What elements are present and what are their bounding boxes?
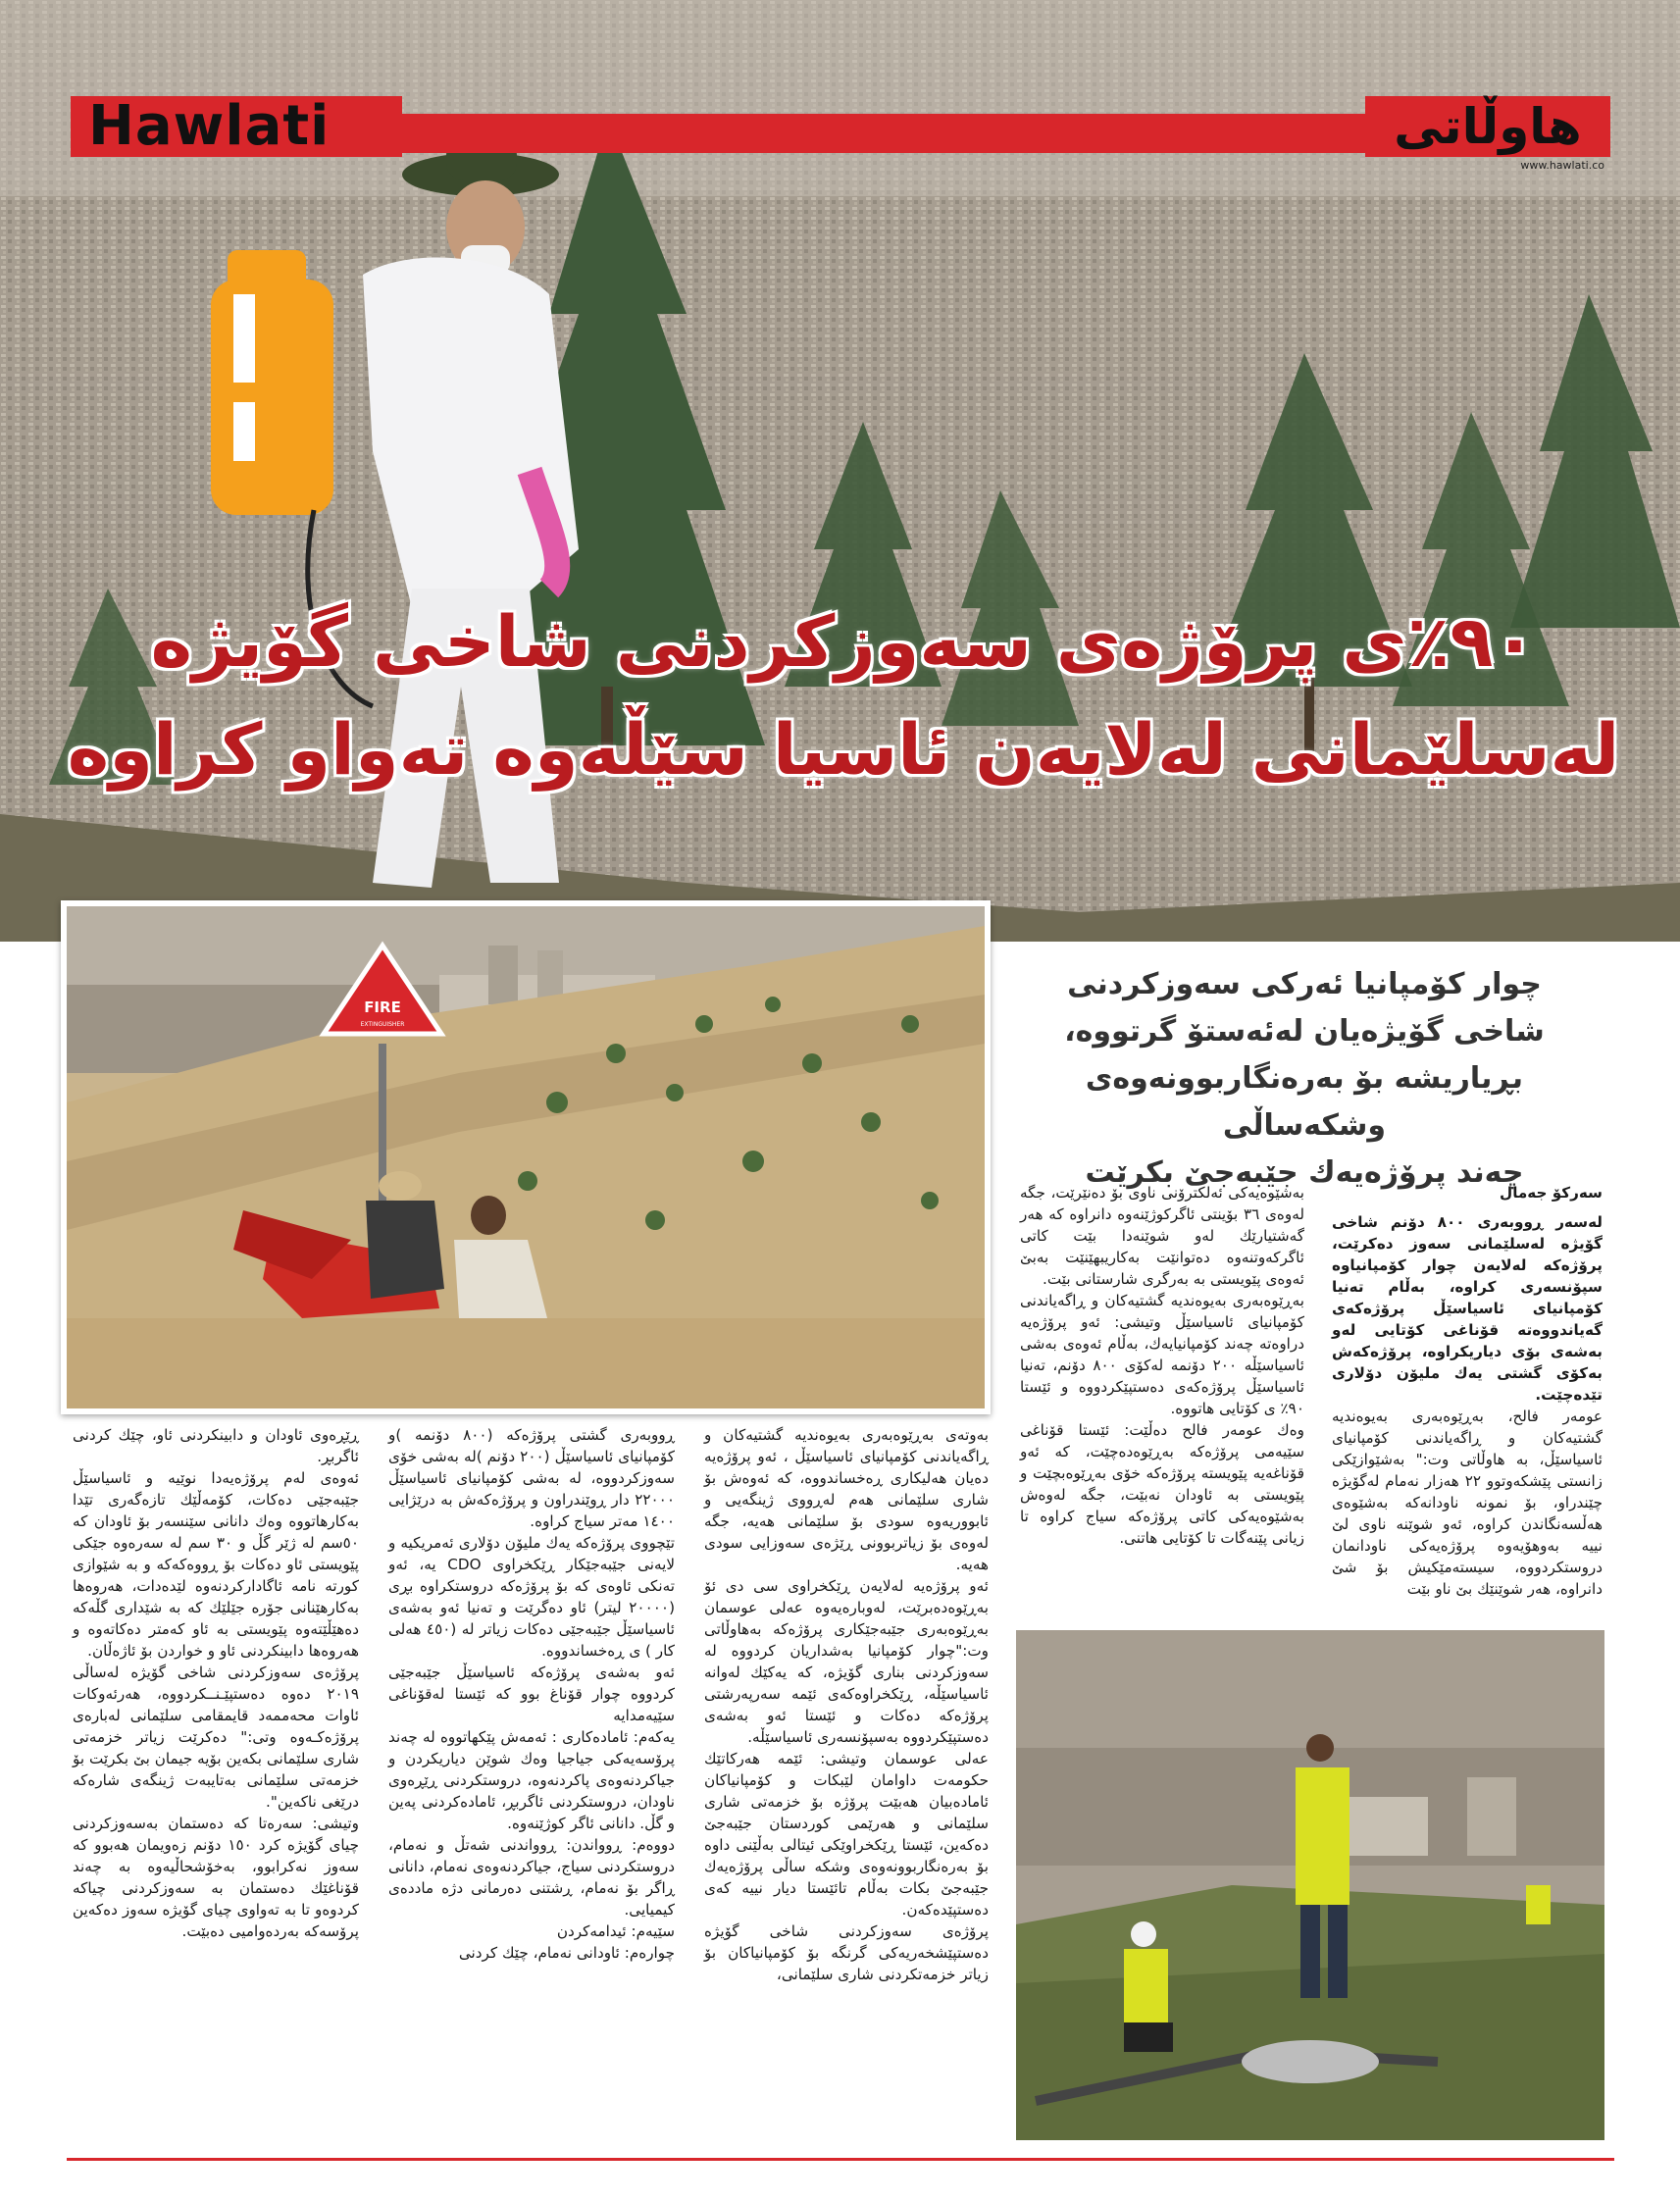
paragraph: عەلی عوسمان وتیشی: ئێمە هەرکاتێك حکومەت داوامان لێبکات و کۆمپانیاکان ئامادەبیان هەبێت پرۆژە بۆ خزمەتی شاری سلێمانی و هەرێمی کوردستان جێبەجێ دەکەین، ئێستا ڕێکخراوێکی ئیتالی بەڵێنی داوە بۆ بەرەنگاربوونەوەی وشکە ساڵی پرۆژەیەك جێبەجێ بکات بەڵام تائێستا دیار نییە کەی دەستپێدەکەن. (704, 1750, 989, 1919)
headline-line-1: ٩٠٪ی پرۆژەی سەوزکردنی شاخی گۆیژە (150, 600, 1537, 683)
sign-fire-text: FIRE (364, 998, 401, 1016)
byline: سەرکۆ جەمال (1500, 1184, 1603, 1202)
masthead-name-ku: هاوڵاتی (1365, 96, 1610, 157)
paragraph: دووەم: ڕوواندن: ڕوواندنی شەتڵ و نەمام، دروستکردنی سیاج، جیاکردنەوەی نەمام، دانانی ڕاگر بۆ نەمام، ڕشتنی دەرمانی دژە ماددەی کیمیایی. (388, 1836, 675, 1919)
masthead-url: www.hawlati.co (1520, 159, 1604, 172)
masthead (71, 94, 1610, 172)
paragraph: چوارەم: ئاودانی نەمام، چێك کردنی (458, 1944, 675, 1962)
paragraph: عومەر فالح، بەڕێوەبەری بەیوەندیە گشتیەکان و ڕاگەیاندنی کۆمپانیای ئاسیاسێڵ، بە هاوڵاتی وت:" بەشێوازێکی زانستی پێشکەوتوو ٢٢ هەزار نەمام لەگۆیژە چێندراو، بۆ نمونە ناودانەکە بەشێوەی هەڵسەنگاندن کراوە، ئەو شوێنە ناوی لێ نییە بەوهۆیەوە پرۆژەیەکی ناودانمان دروستکردووە، سیستەمێکیش بۆ شێ دانراوە، هەر شوێنێك بێ ناو بێت (1332, 1408, 1604, 1598)
subheading (1010, 961, 1599, 1197)
article-column-1 (1332, 1182, 1603, 1600)
paragraph: بەشێوەیەکی ئەلکترۆنی ناوی بۆ دەنێرێت، جگە لەوەی ٣٦ بۆینتی ئاگرکوژێنەوە دانراوە کە هەر گەشتیارێك لەو شوێنەدا بێت کاتی ئاگرکەوتنەوە دەتوانێت بەکاریبهێنێت بەبێ ئەوەی پێویستی بە بەرگری شارستانی بێت. (1020, 1184, 1304, 1288)
article-column-4 (388, 1424, 675, 1964)
subheading-line: چەند پرۆژەیەك جێبەجێ بکرێت (1085, 1155, 1524, 1190)
paragraph: بەوتەی بەڕێوەبەری بەیوەندیە گشتیەکان و ڕاگەیاندنی کۆمپانیای ئاسیاسێڵ ، ئەو پرۆژەیە دەیان هەلیکاری ڕەخساندووە، کە ئەوەش بۆ شاری سلێمانی هەم لەڕووی ژینگەیی و ئابووریەوە سودی بۆ سلێمانی هەیە، جگە لەوەی بۆ زیاتربوونی ڕێژەی سەوزایی سودی هەیە. (704, 1426, 989, 1573)
lead-paragraph: لەسەر ڕووبەری ٨٠٠ دۆنم شاخی گۆیژە لەسلێمانی سەوز دەکرێت، پرۆژەکە لەلایەن چوار کۆمپانیاوە سپۆنسەری کراوە، بەڵام تەنیا کۆمپانیای ئاسیاسێڵ پرۆژەکەی گەیاندووەتە قۆناغی کۆتایی لەو بەشەی بۆی دیاریکراوە، پرۆژەکەش بەکۆی گشتی یەك ملیۆن دۆلاری تێدەچێت. (1332, 1213, 1603, 1404)
paragraph: ڕووبەری گشتی پرۆژەکە (٨٠٠ دۆنمە )و کۆمپانیای ئاسیاسێڵ (٢٠٠ دۆنم )لە بەشی خۆی سەوزکردووە، لە بەشی کۆمپانیای ئاسیاسێڵ ٢٢٠٠٠ دار ڕوێندراون و پرۆژەکەش بە درێژایی ١٤٠٠ مەتر سیاج کراوە. (388, 1426, 675, 1530)
article-column-3 (704, 1424, 989, 1985)
paragraph: تێچووی پرۆژەکە یەك ملیۆن دۆلاری ئەمریکیە و لایەنی جێبەجێکار ڕێکخراوی CDO یە، ئەو تەنکی ئاوەی کە بۆ پرۆژەکە دروستکراوە بڕی (٢٠٠٠٠ لیتر) ئاو دەگرێت و تەنیا ئەو بەشەی ئاسیاسێڵ جێبەجێی دەکات زیاتر لە (٤٥٠ هەلی کار ) ی ڕەخساندووە. (388, 1534, 675, 1660)
paragraph: بەڕێوەبەری بەیوەندیە گشتیەکان و ڕاگەیاندنی کۆمپانیای ئاسیاسێڵ وتیشی: ئەو پرۆژەیە دراوەتە چەند کۆمپانیایەك، بەڵام ئەوەی بەشی ئاسیاسێڵە ٢٠٠ دۆنمە لەکۆی ٨٠٠ دۆنم، تەنیا ئاسیاسێڵ پرۆژەکەی دەستپێکردووە و ئێستا ٩٠٪ ی کۆتایی هاتووە. (1020, 1292, 1304, 1417)
paragraph: ئەوەی لەم پرۆژەیەدا نوێیە و ئاسیاسێڵ جێبەجێی دەکات، کۆمەڵێك تازەگەری تێدا بەکارهاتووە وەك دانانی سێنسەر بۆ ئاودان کە ٥٠سم لە ژێر گڵ و ٣٠ سم لە سەرەوە جێکی پێویستی ئاو دەکات بۆ ڕووەکەکە و بە شێوازی کورتە نامە ئاگادارکردنەوە لێدەدات، هەروەها بەکارهێنانی جۆرە جێلێك کە بە شێداری گڵەکە دەهێڵێتەوە پێویستی بە ئاو کەمتر دەکاتەوە و هەروەها دابینکردنی ئاو و خواردن بۆ ئاژەڵان. (73, 1469, 359, 1660)
hero-photo (0, 0, 1680, 942)
photo-workers (1016, 1630, 1604, 2140)
paragraph: پرۆژەی سەوزکردنی شاخی گۆیژە لەساڵی ٢٠١٩ دەوە دەستپێـنــکردووە، هەرئەوکات ئاوات محەممەد قایمقامی سلێمانی لەبارەی پرۆژەکـەوە وتی:" دەکرێت زیاتر خزمەتی شاری سلێمانی بکەین بۆیە جیمان بێ بکرێت بۆ خزمەتی سلێمانی بەتایبەت ژینگەی شارەکە درێغی ناکەین". (73, 1664, 359, 1811)
paragraph: ئەو پرۆژەیە لەلایەن ڕێکخراوی سی دی ئۆ بەڕێوەدەبرێت، لەوبارەیەوە عەلی عوسمان بەڕێوەبەری جێبەجێکاری پرۆژەکە بەهاوڵاتی وت:"چوار کۆمپانیا بەشداریان کردووە لە سەوزکردنی بناری گۆیژە، کە یەکێك لەوانە ئاسیاسێڵە، ڕێکخراوەکەی ئێمە سەرپەرشتی پرۆژەکە دەکات و ئێستا ئەو بەشەی دەستپێکردووە بەسپۆنسەری ئاسیاسێڵە. (704, 1577, 989, 1746)
subheading-line: بڕیاریشە بۆ بەرەنگاربوونەوەی وشکەساڵی (1085, 1061, 1524, 1143)
photo-fire-extinguisher-illustration (67, 906, 985, 1408)
paragraph: ئەو بەشەی پرۆژەکە ئاسیاسێڵ جێبەجێی کردووە چوار قۆناغ بوو کە ئێستا لەقۆناغی سێیەمدایە (388, 1664, 675, 1724)
sign-extinguisher-text: EXTINGUISHER (360, 1021, 405, 1028)
paragraph: ڕێڕەوی ئاودان و دابینکردنی ئاو، چێك کردنی ئاگربڕ. (73, 1426, 359, 1465)
headline-line-2: لەسلێمانی لەلایەن ئاسیا سێڵەوە تەواو کراوە (67, 708, 1620, 791)
article-column-5 (73, 1424, 359, 1942)
photo-workers-illustration (1016, 1630, 1604, 2140)
footer-rule (67, 2158, 1614, 2161)
article-column-2 (1020, 1182, 1304, 1549)
subheading-line: شاخی گۆیژەیان لەئەستۆ گرتووە، (1064, 1014, 1545, 1049)
paragraph: یەکەم: ئامادەکاری : ئەمەش پێکهاتووە لە چەند پرۆسەیەکی جیاجیا وەك شوێن دیاریکردن و جیاکردنەوەی پاکردنەوە، دروستکردنی ڕێڕەوی ناودان، دروستکردنی ئاگربڕ، ئامادەکردنی پەین و گڵ. دانانی ئاگر کوژێنەوە. (388, 1728, 675, 1832)
photo-fire-extinguisher (61, 900, 991, 1414)
paragraph: پرۆژەی سەوزکردنی شاخی گۆیژە دەستپێشخەریەکی گرنگە بۆ کۆمپانیاکان بۆ زیاتر خزمەتکردنی شاری سلێمانی، (704, 1922, 989, 1983)
paragraph: وەك عومەر فالح دەڵێت: ئێستا قۆناغی سێیەمی پرۆژەکە بەڕێوەدەچێت، کە ئەو قۆناغەیە پێویستە پرۆژەکە خۆی بەڕێوەبچێت و پێویستی بە ئاودان نەبێت، جگە لەوەش بەشێوەیەکی کاتی پرۆژەکە سیاج کراوە تا زیانی پێنەگات تا کۆتایی هاتنی. (1020, 1421, 1304, 1547)
masthead-name-en: Hawlati (71, 96, 402, 157)
paragraph: وتیشی: سەرەتا کە دەستمان بەسەوزکردنی چیای گۆیژە کرد ١٥٠ دۆنم زەویمان هەبوو کە سەوز نەکرابوو، بەخۆشحاڵیەوە بە چەند قۆناغێك دەستمان بە سەوزکردنی چیاکە کردوەو تا بە تەواوی چیای گۆیژە سەوز دەکەین پرۆسەکە بەردەوامیی دەبێت. (73, 1815, 359, 1940)
paragraph: سێیەم: ئیدامەکردن (556, 1922, 675, 1940)
subheading-line: چوار کۆمپانیا ئەرکی سەوزکردنی (1067, 967, 1542, 1001)
